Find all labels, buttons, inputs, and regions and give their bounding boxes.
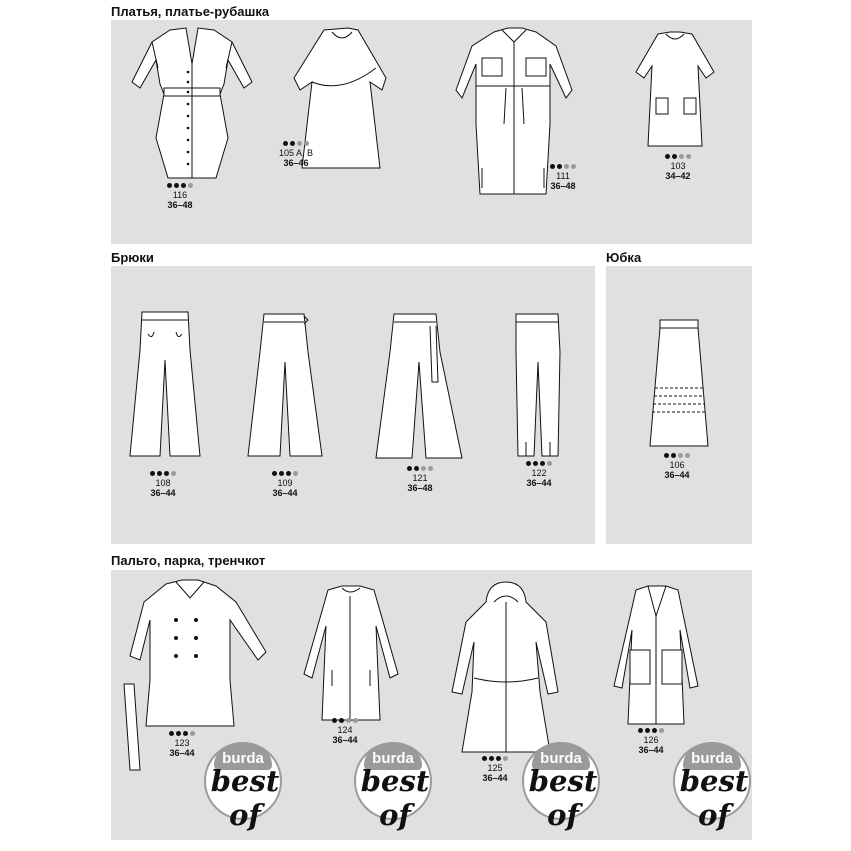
difficulty-dot xyxy=(279,471,284,476)
difficulty-dot xyxy=(526,461,531,466)
difficulty-dot xyxy=(167,183,172,188)
caption-121 xyxy=(395,466,445,493)
difficulty-dots xyxy=(138,471,188,478)
difficulty-dots xyxy=(470,756,520,763)
difficulty-dot xyxy=(638,728,643,733)
difficulty-dot xyxy=(482,756,487,761)
difficulty-dot xyxy=(169,731,174,736)
difficulty-dot xyxy=(293,471,298,476)
caption-108 xyxy=(138,471,188,498)
badge-text: best of xyxy=(528,764,598,832)
difficulty-dot xyxy=(428,466,433,471)
difficulty-dots xyxy=(155,183,205,190)
difficulty-dot xyxy=(353,718,358,723)
difficulty-dot xyxy=(540,461,545,466)
model-number: 103 xyxy=(670,161,686,171)
difficulty-dot xyxy=(664,453,669,458)
size-range: 36–44 xyxy=(482,773,508,783)
difficulty-dot xyxy=(346,718,351,723)
difficulty-dot xyxy=(339,718,344,723)
difficulty-dot xyxy=(679,154,684,159)
difficulty-dots xyxy=(655,154,701,161)
difficulty-dots xyxy=(395,466,445,473)
size-range: 36–44 xyxy=(150,488,176,498)
model-number: 122 xyxy=(531,468,547,478)
difficulty-dot xyxy=(183,731,188,736)
caption-109 xyxy=(260,471,310,498)
size-range: 36–44 xyxy=(169,748,195,758)
size-range: 36–44 xyxy=(272,488,298,498)
difficulty-dot xyxy=(659,728,664,733)
difficulty-dot xyxy=(571,164,576,169)
caption-111 xyxy=(539,164,587,191)
model-number: 109 xyxy=(277,478,293,488)
difficulty-dot xyxy=(564,164,569,169)
difficulty-dot xyxy=(181,183,186,188)
difficulty-dot xyxy=(283,141,288,146)
model-number: 121 xyxy=(412,473,428,483)
section-title-coats: Пальто, парка, тренчкот xyxy=(111,553,266,568)
burda-best-of-logo xyxy=(354,742,432,832)
sketch-trousers-121[interactable] xyxy=(372,312,466,462)
difficulty-dots xyxy=(320,718,370,725)
caption-125 xyxy=(470,756,520,783)
badge-text: best of xyxy=(679,764,749,832)
difficulty-dot xyxy=(304,141,309,146)
caption-122 xyxy=(514,461,564,488)
difficulty-dot xyxy=(652,728,657,733)
difficulty-dot xyxy=(533,461,538,466)
model-number: 124 xyxy=(337,725,353,735)
difficulty-dot xyxy=(557,164,562,169)
caption-105 xyxy=(272,141,320,168)
sketch-dress-116[interactable] xyxy=(128,28,258,188)
burda-best-of-logo xyxy=(204,742,282,832)
difficulty-dot xyxy=(489,756,494,761)
difficulty-dot xyxy=(171,471,176,476)
caption-123 xyxy=(157,731,207,758)
difficulty-dot xyxy=(188,183,193,188)
caption-116 xyxy=(155,183,205,210)
size-range: 36–44 xyxy=(664,470,690,480)
difficulty-dot xyxy=(164,471,169,476)
badge-brand: burda xyxy=(540,750,582,767)
size-range: 36–48 xyxy=(550,181,576,191)
difficulty-dot xyxy=(550,164,555,169)
difficulty-dot xyxy=(332,718,337,723)
badge-text: best of xyxy=(210,764,280,832)
model-number: 125 xyxy=(487,763,503,773)
difficulty-dot xyxy=(665,154,670,159)
model-number: 111 xyxy=(556,171,570,181)
difficulty-dot xyxy=(678,453,683,458)
sketch-coat-126[interactable] xyxy=(612,586,702,728)
size-range: 36–48 xyxy=(407,483,433,493)
burda-best-of-logo xyxy=(673,742,751,832)
size-range: 36–44 xyxy=(332,735,358,745)
sketch-trousers-109[interactable] xyxy=(246,312,324,460)
model-number: 126 xyxy=(643,735,659,745)
difficulty-dots xyxy=(539,164,587,171)
difficulty-dots xyxy=(626,728,676,735)
sketch-parka-125[interactable] xyxy=(450,582,560,758)
difficulty-dot xyxy=(157,471,162,476)
difficulty-dot xyxy=(496,756,501,761)
difficulty-dot xyxy=(190,731,195,736)
size-range: 36–44 xyxy=(638,745,664,755)
burda-best-of-logo xyxy=(522,742,600,832)
difficulty-dot xyxy=(421,466,426,471)
difficulty-dot xyxy=(286,471,291,476)
sketch-trousers-122[interactable] xyxy=(508,312,568,460)
difficulty-dot xyxy=(297,141,302,146)
difficulty-dot xyxy=(686,154,691,159)
difficulty-dot xyxy=(174,183,179,188)
model-number: 116 xyxy=(172,190,188,200)
badge-brand: burda xyxy=(691,750,733,767)
badge-text: best of xyxy=(360,764,430,832)
size-range: 36–48 xyxy=(167,200,193,210)
difficulty-dot xyxy=(272,471,277,476)
caption-126 xyxy=(626,728,676,755)
size-range: 36–46 xyxy=(283,158,309,168)
difficulty-dots xyxy=(157,731,207,738)
model-number: 123 xyxy=(174,738,190,748)
difficulty-dots xyxy=(272,141,320,148)
difficulty-dot xyxy=(290,141,295,146)
size-range: 36–44 xyxy=(526,478,552,488)
sketch-skirt-106[interactable] xyxy=(646,318,712,450)
model-number: 108 xyxy=(155,478,171,488)
difficulty-dots xyxy=(514,461,564,468)
difficulty-dot xyxy=(645,728,650,733)
sketch-dress-103[interactable] xyxy=(632,32,718,150)
difficulty-dot xyxy=(672,154,677,159)
difficulty-dot xyxy=(503,756,508,761)
section-title-trousers: Брюки xyxy=(111,250,154,265)
badge-brand: burda xyxy=(372,750,414,767)
difficulty-dot xyxy=(407,466,412,471)
badge-brand: burda xyxy=(222,750,264,767)
difficulty-dot xyxy=(176,731,181,736)
model-number: 105 A, B xyxy=(278,148,314,158)
sketch-coat-124[interactable] xyxy=(302,586,402,724)
caption-106 xyxy=(652,453,702,480)
difficulty-dot xyxy=(150,471,155,476)
section-title-skirt: Юбка xyxy=(606,250,642,265)
difficulty-dot xyxy=(671,453,676,458)
difficulty-dot xyxy=(685,453,690,458)
caption-124 xyxy=(320,718,370,745)
difficulty-dots xyxy=(260,471,310,478)
difficulty-dot xyxy=(414,466,419,471)
difficulty-dots xyxy=(652,453,702,460)
caption-103 xyxy=(655,154,701,181)
size-range: 34–42 xyxy=(665,171,691,181)
section-title-dresses: Платья, платье-рубашка xyxy=(111,4,270,19)
difficulty-dot xyxy=(547,461,552,466)
sketch-trousers-108[interactable] xyxy=(128,310,202,460)
model-number: 106 xyxy=(669,460,685,470)
